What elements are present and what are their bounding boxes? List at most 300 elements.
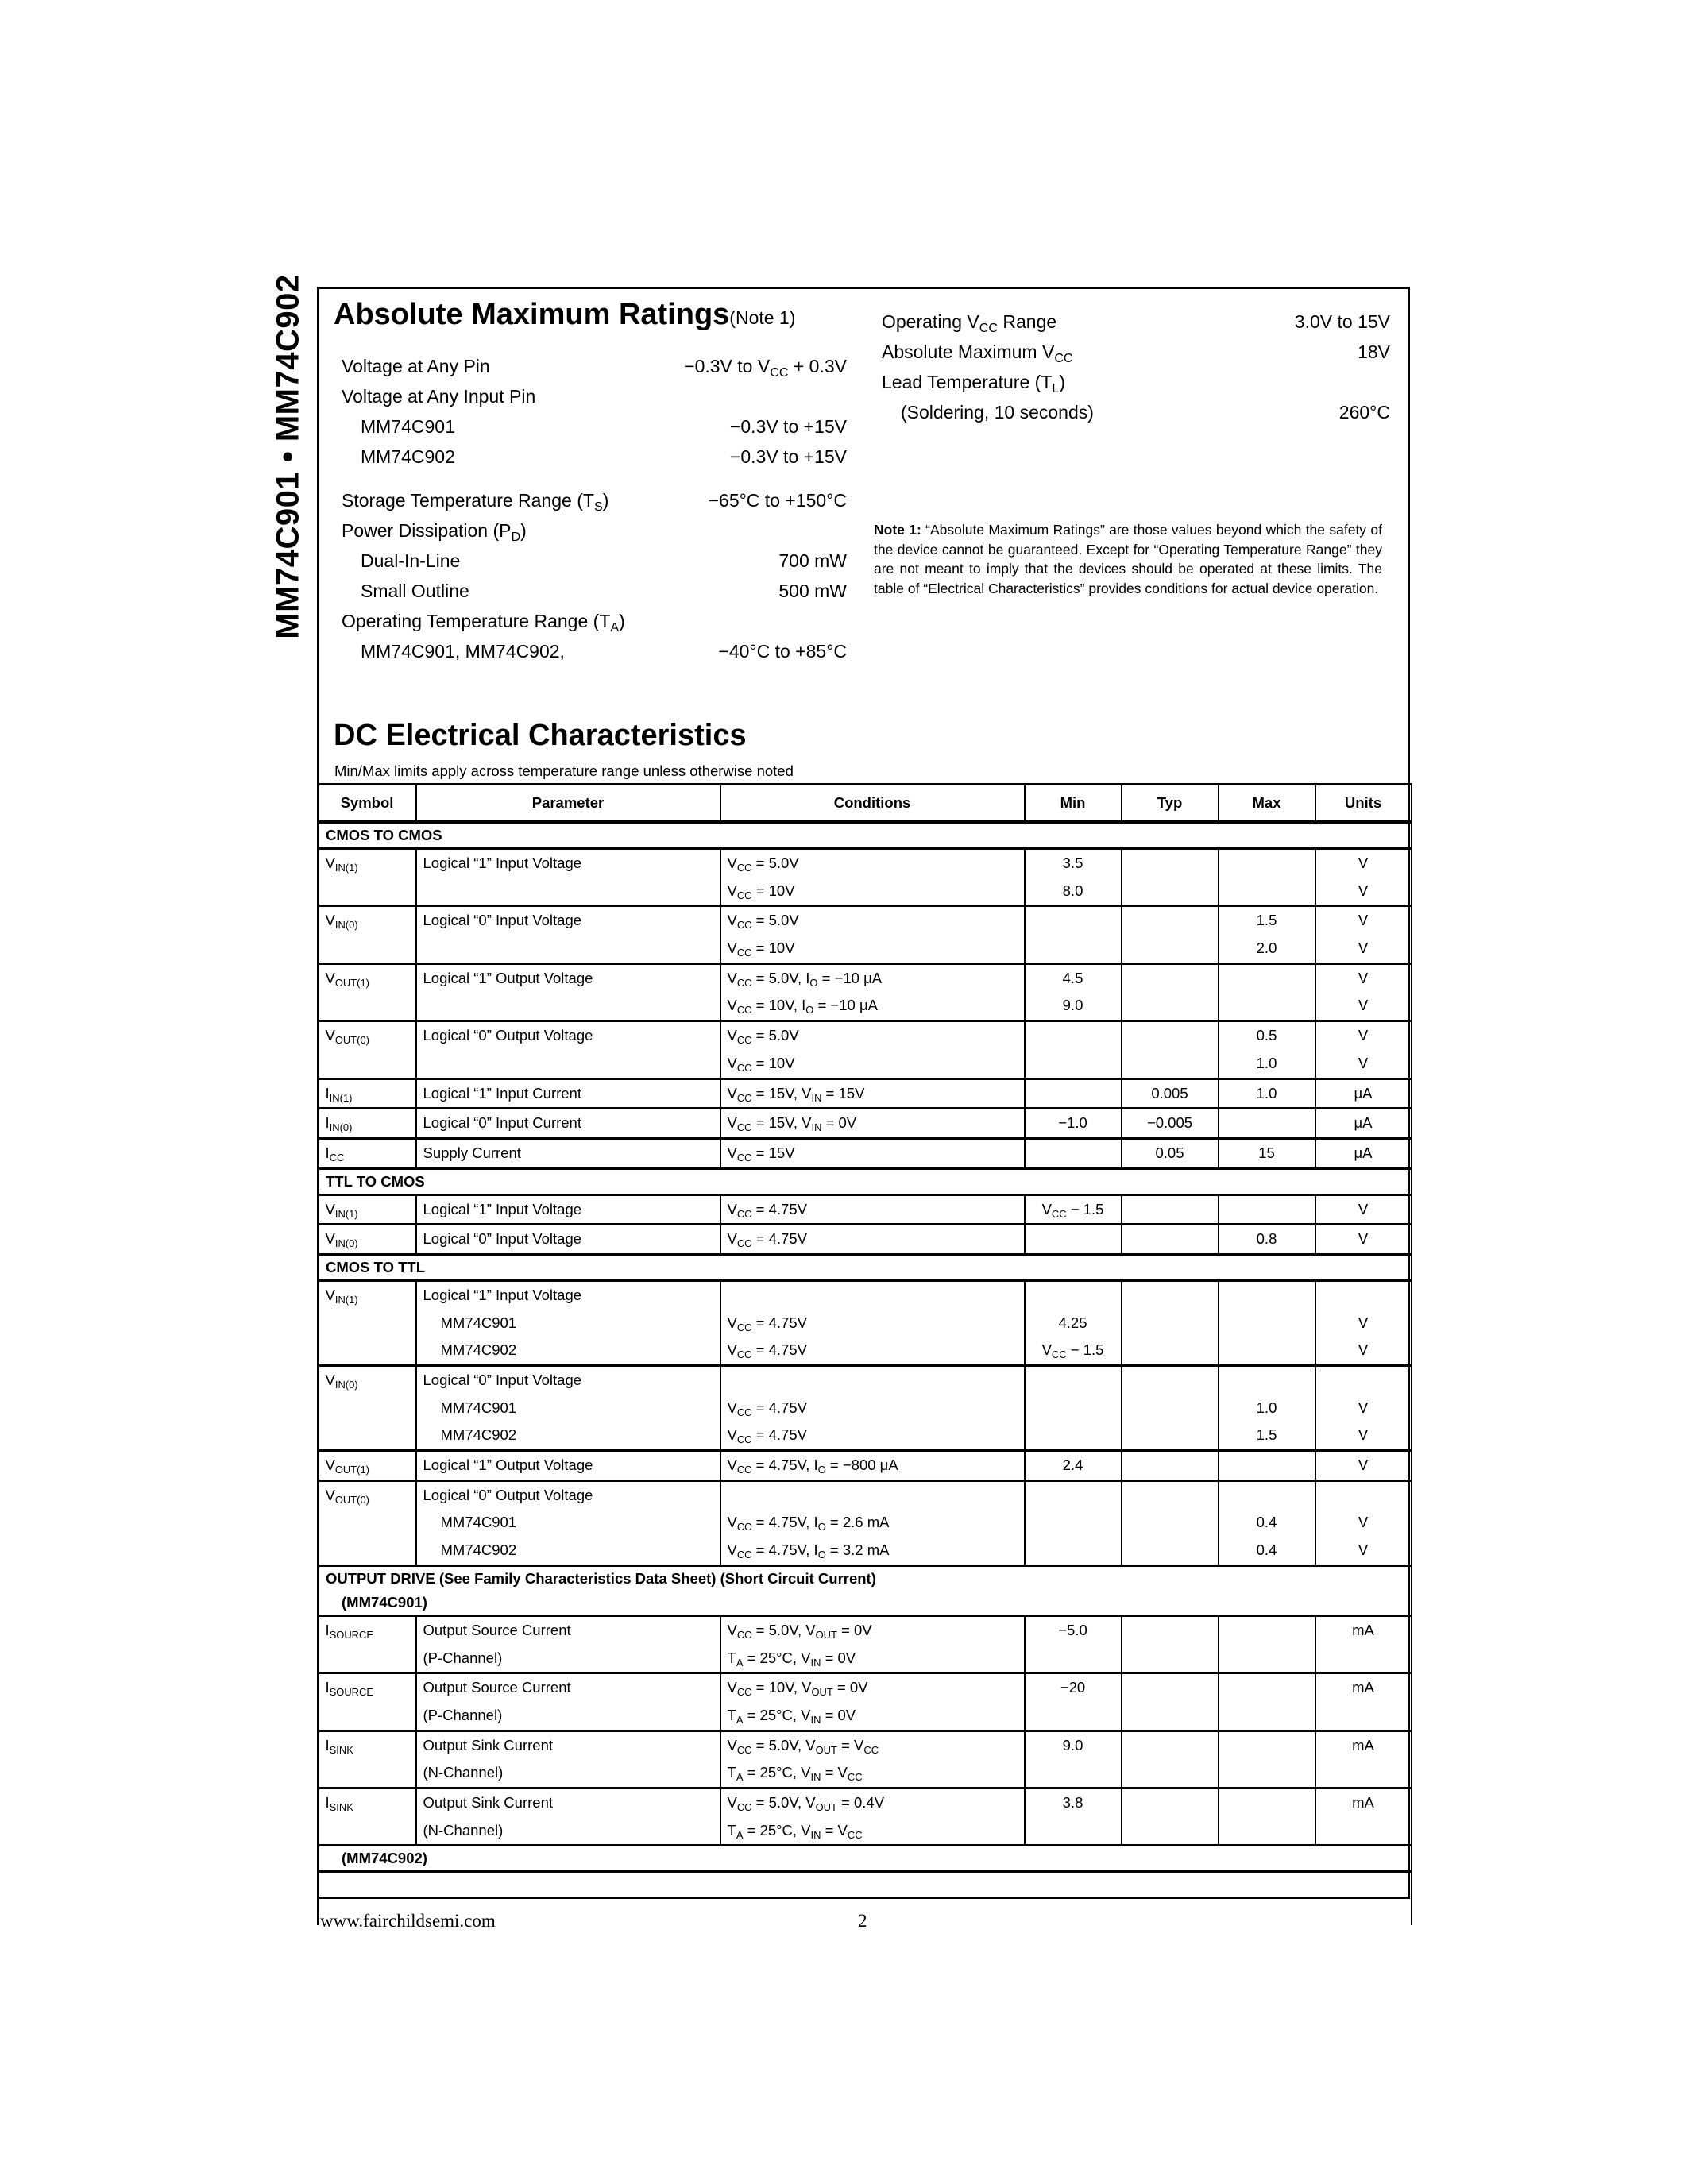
parameter-line: (N-Channel) [423,1821,504,1839]
units-cell [1315,1109,1412,1139]
section-title: CMOS TO TTL [319,1254,1412,1280]
symbol-subscript: OUT(0) [334,1493,369,1506]
max-value: 0.8 [1256,1230,1277,1248]
rating-value: −0.3V to +15V [729,446,847,467]
rating-value: 700 mW [778,550,847,571]
max-value [1226,1674,1308,1702]
symbol-subscript: IN(1) [334,861,358,874]
parameter-cell [416,1021,720,1078]
typ-value [1129,992,1211,1020]
typ-value [1129,1225,1211,1253]
symbol: $V_{IN(0)}$ [325,1230,358,1250]
symbol-subscript: OUT(1) [334,1463,369,1476]
parameter-line: MM74C901 [440,1399,517,1416]
max-value: 0.4 [1256,1542,1277,1559]
units-cell [1315,849,1412,906]
side-part-number-title: MM74C901 • MM74C902 [270,274,306,639]
units-value: μA [1354,1114,1373,1132]
cond-cell [720,1194,1025,1225]
note-1: Note 1: “Absolute Maximum Ratings” are those values beyond which the safety of the device cannot be guaranteed. Except for “Operating Temperature Range” they are not meant to imply that the devices should be operated at these limits. The table of “Electrical Characteristics” provides conditions for actual device operation. [874,522,1382,596]
column-header-units: Units [1315,785,1412,823]
units-cell [1315,1731,1412,1788]
max-value: 1.0 [1256,1399,1277,1416]
parameter-cell [416,1451,720,1481]
rating-label: Operating $V_{CC}$ Range [882,311,1057,335]
column-header-parameter: Parameter [416,785,720,823]
units-cell [1315,1225,1412,1255]
max-value: 1.0 [1256,1084,1277,1102]
rating-row [342,381,847,411]
cond-value: $V_{CC} = 4.75V$, $I_O = -800$ μA [727,1457,898,1476]
cond-value: $V_{CC} = 5.0V$ [727,855,799,874]
cond-value: $V_{CC} = 10V$ [727,1054,795,1074]
cond-value [728,1482,1018,1510]
min-cell [1025,1788,1122,1845]
min-value: $V_{CC} - 1.5$ [1041,1200,1104,1220]
typ-value [1129,1702,1211,1730]
typ-value [1129,907,1211,935]
table-row [319,1225,1412,1255]
max-cell [1219,1366,1315,1451]
dc-characteristics-title: DC Electrical Characteristics [334,719,747,752]
min-cell [1025,849,1122,906]
parameter-line: Logical “0” Output Voltage [423,1486,593,1503]
cond-value: $V_{CC} = 15V$, $V_{IN} = 15V$ [727,1084,865,1104]
units-cell [1315,1194,1412,1225]
min-cell [1025,1451,1122,1481]
parameter-line: Logical “1” Input Voltage [423,1200,582,1217]
min-value: −1.0 [1058,1114,1087,1132]
min-cell [1025,1615,1122,1673]
rating-row [342,636,847,666]
min-value [1032,1817,1114,1845]
parameter-line: Logical “0” Input Voltage [423,912,582,929]
rating-value: 3.0V to 15V [1294,311,1390,332]
min-cell [1025,1731,1122,1788]
units-value: mA [1352,1793,1374,1811]
symbol-subscript: OUT(1) [334,976,369,989]
parameter-cell [416,1673,720,1731]
cond-value: $V_{CC} = 10V$, $V_{OUT} = 0V$ [727,1679,868,1699]
rating-label: Storage Temperature Range $(T_S)$ [342,489,609,514]
symbol-subscript: SINK [329,1743,353,1756]
parameter-line: MM74C902 [440,1341,517,1359]
section-header-row [319,1168,1412,1194]
ratings-right-column [882,307,1390,427]
table-row [319,1194,1412,1225]
note-reference[interactable]: (Note 1) [729,307,796,328]
rating-label: Power Dissipation $(P_D)$ [342,519,527,544]
typ-cell [1122,1366,1219,1451]
table-row [319,1138,1412,1168]
parameter-cell [416,849,720,906]
section-subtitle: (MM74C902) [319,1846,1412,1872]
table-row [319,1280,1412,1365]
min-cell [1025,1021,1122,1078]
rating-value: 500 mW [778,580,847,601]
rating-row [342,485,847,515]
section-header-row [319,822,1412,849]
min-cell [1025,906,1122,963]
parameter-cell [416,1280,720,1365]
parameter-line: Supply Current [423,1144,521,1161]
units-value: mA [1352,1621,1374,1638]
rating-row [342,515,847,546]
max-cell [1219,1225,1315,1255]
typ-value [1129,1282,1211,1310]
min-cell [1025,963,1122,1021]
min-value [1032,1482,1114,1510]
typ-value [1129,878,1211,905]
max-value [1226,1482,1308,1510]
cond-value: $V_{CC} = 5.0V$ [727,1027,799,1046]
cond-cell [720,849,1025,906]
rating-value: −0.3V to +15V [729,415,847,437]
units-cell [1315,1366,1412,1451]
table-row [319,1615,1412,1673]
typ-value [1129,1645,1211,1673]
min-value: 4.5 [1062,969,1083,986]
rating-label: Voltage at Any Input Pin [342,385,536,407]
rating-label: Voltage at Any Pin [342,355,490,376]
symbol-cell [319,1109,416,1139]
min-value [1032,1225,1114,1253]
column-header-conditions: Conditions [720,785,1025,823]
table-row [319,963,1412,1021]
units-value [1323,1702,1404,1730]
min-cell [1025,1109,1122,1139]
symbol-subscript: IN(1) [334,1207,358,1220]
typ-cell [1122,849,1219,906]
typ-cell [1122,1615,1219,1673]
max-value [1226,1617,1308,1645]
section-header-row [319,1565,1412,1591]
units-value [1323,1482,1404,1510]
min-cell [1025,1194,1122,1225]
max-cell [1219,1451,1315,1481]
section-subheader-row [319,1846,1412,1872]
max-cell [1219,963,1315,1021]
max-value [1226,1732,1308,1760]
rating-row [342,606,847,636]
typ-value [1129,1452,1211,1480]
cond-cell [720,1366,1025,1451]
units-value [1323,1367,1404,1395]
cond-value: $V_{CC} = 4.75V$ [727,1230,807,1250]
section-title: OUTPUT DRIVE (See Family Characteristics Data Sheet) (Short Circuit Current) [319,1565,1412,1591]
table-row [319,906,1412,963]
typ-value [1129,1537,1211,1565]
typ-value [1129,1050,1211,1078]
section-header-row [319,1254,1412,1280]
cond-value: $V_{CC} = 4.75V$ [727,1426,807,1446]
symbol-cell [319,1480,416,1565]
max-value [1226,878,1308,905]
symbol: $V_{OUT(1)}$ [325,1457,369,1476]
rating-row [882,397,1390,427]
min-value [1032,1422,1114,1449]
cond-cell [720,1109,1025,1139]
units-value [1323,1282,1404,1310]
cond-value: $T_A = 25^\circ C$, $V_{IN} = V_{CC}$ [727,1764,863,1784]
rating-row [342,576,847,606]
units-value: V [1358,1054,1369,1071]
max-cell [1219,906,1315,963]
typ-value [1129,1509,1211,1537]
min-value [1032,1022,1114,1050]
min-cell [1025,1366,1122,1451]
cond-cell [720,1138,1025,1168]
typ-value [1129,1367,1211,1395]
max-cell [1219,1109,1315,1139]
units-cell [1315,1788,1412,1845]
min-cell [1025,1225,1122,1255]
typ-cell [1122,1673,1219,1731]
units-value [1323,1817,1404,1845]
parameter-line: Logical “1” Output Voltage [423,969,593,986]
cond-value: $V_{CC} = 5.0V$, $V_{OUT} = 0V$ [727,1621,872,1641]
cond-value: $V_{CC} = 15V$, $V_{IN} = 0V$ [727,1114,857,1134]
max-value: 0.5 [1256,1027,1277,1044]
column-header-typ: Typ [1122,785,1219,823]
symbol: $V_{IN(1)}$ [325,855,358,874]
symbol: $V_{IN(0)}$ [325,1372,358,1391]
dc-characteristics-subtitle: Min/Max limits apply across temperature range unless otherwise noted [334,762,794,779]
cond-cell [720,1078,1025,1109]
symbol: $V_{IN(1)}$ [325,1200,358,1220]
units-value: V [1358,912,1369,929]
column-header-symbol: Symbol [319,785,416,823]
typ-cell [1122,963,1219,1021]
max-value: 0.4 [1256,1514,1277,1531]
max-cell [1219,1731,1315,1788]
units-value: V [1358,969,1369,986]
symbol: $V_{IN(1)}$ [325,1286,358,1306]
typ-value [1129,850,1211,878]
symbol-subscript: IN(0) [329,1121,353,1134]
footer-website-link[interactable]: www.fairchildsemi.com [320,1911,496,1931]
table-row [319,1109,1412,1139]
max-value [1226,1310,1308,1337]
typ-value: 0.005 [1151,1084,1188,1102]
rating-value: 18V [1358,341,1390,362]
cond-value: $V_{CC} = 4.75V$, $I_O = 3.2$ mA [727,1542,890,1561]
typ-value [1129,1817,1211,1845]
symbol-cell [319,1078,416,1109]
min-value [1032,907,1114,935]
cond-cell [720,1731,1025,1788]
units-cell [1315,906,1412,963]
symbol: $I_{SINK}$ [325,1793,353,1813]
min-value: 3.5 [1062,855,1083,871]
parameter-line: MM74C901 [440,1514,517,1531]
dc-characteristics-table [317,783,1412,1925]
parameter-cell [416,1366,720,1451]
rating-label: Small Outline [361,580,469,601]
symbol-subscript: IN(1) [334,1293,358,1306]
parameter-line: MM74C902 [440,1542,517,1559]
cond-cell [720,906,1025,963]
table-row [319,1021,1412,1078]
symbol-subscript: SINK [329,1800,353,1813]
parameter-cell [416,1788,720,1845]
page-number: 2 [858,1911,867,1931]
max-value: 1.0 [1256,1054,1277,1071]
symbol-subscript: CC [329,1151,345,1163]
units-cell [1315,1280,1412,1365]
typ-value [1129,935,1211,963]
absolute-maximum-ratings-title: Absolute Maximum Ratings(Note 1) [334,298,796,331]
symbol-cell [319,963,416,1021]
units-value: V [1358,1314,1369,1331]
symbol: $I_{SINK}$ [325,1736,353,1756]
max-value [1226,1759,1308,1787]
max-cell [1219,1788,1315,1845]
units-cell [1315,1673,1412,1731]
parameter-line: Logical “1” Input Current [423,1084,581,1102]
parameter-line: Logical “1” Output Voltage [423,1457,593,1474]
parameter-line: Logical “1” Input Voltage [423,855,582,871]
max-cell [1219,1615,1315,1673]
table-row [319,1673,1412,1731]
units-cell [1315,963,1412,1021]
table-row [319,849,1412,906]
cond-value: $V_{CC} = 5.0V$ [727,912,799,932]
min-value: 9.0 [1062,1736,1083,1754]
cond-value: $V_{CC} = 4.75V$ [727,1341,807,1361]
typ-value [1129,965,1211,993]
parameter-cell [416,1731,720,1788]
max-value [1226,1109,1308,1137]
symbol-cell [319,849,416,906]
parameter-cell [416,1225,720,1255]
parameter-line: Logical “0” Output Voltage [423,1027,593,1044]
cond-value: $T_A = 25^\circ C$, $V_{IN} = 0V$ [727,1706,856,1726]
units-cell [1315,1615,1412,1673]
symbol-cell [319,1366,416,1451]
units-value: V [1358,1027,1369,1044]
rating-row [882,307,1390,337]
cond-value: $V_{CC} = 5.0V$, $I_O = -10$ μA [727,969,883,989]
min-value: 3.8 [1062,1793,1083,1811]
rating-label: MM74C901 [361,415,455,437]
symbol-subscript: IN(0) [334,1378,358,1391]
max-cell [1219,849,1315,906]
parameter-cell [416,1109,720,1139]
symbol-cell [319,1451,416,1481]
cond-value [728,1367,1018,1395]
typ-value [1129,1482,1211,1510]
cond-cell [720,1451,1025,1481]
symbol-subscript: SOURCE [329,1686,373,1699]
section-title: TTL TO CMOS [319,1168,1412,1194]
max-value [1226,1817,1308,1845]
rating-label: Absolute Maximum $V_{CC}$ [882,341,1073,365]
min-value [1032,1759,1114,1787]
typ-value [1129,1674,1211,1702]
parameter-cell [416,1480,720,1565]
cond-cell [720,1021,1025,1078]
cond-cell [720,1225,1025,1255]
rating-label: Lead Temperature $(T_L)$ [882,371,1065,396]
min-value [1032,1645,1114,1673]
symbol-subscript: OUT(0) [334,1034,369,1046]
rating-label: (Soldering, 10 seconds) [901,401,1094,423]
typ-cell [1122,1194,1219,1225]
symbol: $I_{IN(0)}$ [325,1114,353,1134]
symbol-cell [319,1280,416,1365]
parameter-line: (P-Channel) [423,1706,503,1723]
units-value [1323,1759,1404,1787]
rating-value: −65°C to +150°C [708,489,847,511]
typ-value [1129,1395,1211,1422]
units-cell [1315,1138,1412,1168]
units-cell [1315,1480,1412,1565]
cond-value [728,1282,1018,1310]
cond-value: $V_{CC} = 5.0V$, $V_{OUT} = 0.4V$ [727,1793,885,1813]
units-value: V [1358,1200,1369,1217]
typ-cell [1122,906,1219,963]
units-value: V [1358,997,1369,1014]
typ-value [1129,1732,1211,1760]
parameter-cell [416,963,720,1021]
parameter-line: MM74C902 [440,1426,517,1444]
cond-value: $V_{CC} = 15V$ [727,1144,795,1163]
cond-value: $V_{CC} = 5.0V$, $V_{OUT} = V_{CC}$ [727,1736,879,1756]
table-row [319,1731,1412,1788]
table-row [319,1480,1412,1565]
min-value [1032,1537,1114,1565]
parameter-line: Logical “1” Input Voltage [423,1286,582,1303]
parameter-line: Output Source Current [423,1621,571,1638]
min-value [1032,1080,1114,1108]
typ-cell [1122,1451,1219,1481]
max-cell [1219,1138,1315,1168]
units-cell [1315,1451,1412,1481]
rating-label: MM74C902 [361,446,455,467]
parameter-line: Logical “0” Input Voltage [423,1230,582,1248]
symbol: $V_{OUT(0)}$ [325,1027,369,1046]
units-cell [1315,1021,1412,1078]
symbol-cell [319,1138,416,1168]
typ-value: −0.005 [1146,1114,1193,1132]
units-value: μA [1354,1144,1373,1161]
max-value: 1.5 [1256,1426,1277,1444]
min-cell [1025,1138,1122,1168]
rating-label: Operating Temperature Range $(T_A)$ [342,610,625,635]
min-cell [1025,1673,1122,1731]
parameter-cell [416,1194,720,1225]
section-subtitle: (MM74C901) [319,1591,1412,1616]
parameter-cell [416,906,720,963]
min-value: 2.4 [1062,1457,1083,1474]
typ-cell [1122,1021,1219,1078]
rating-label: Dual-In-Line [361,550,461,571]
min-value [1032,1509,1114,1537]
cond-value: $V_{CC} = 10V$ [727,940,795,959]
symbol-cell [319,1194,416,1225]
typ-value [1129,1310,1211,1337]
units-value [1323,1645,1404,1673]
min-value: 9.0 [1062,997,1083,1014]
typ-value [1129,1022,1211,1050]
max-cell [1219,1021,1315,1078]
cond-cell [720,1788,1025,1845]
min-cell [1025,1480,1122,1565]
parameter-line: Output Source Current [423,1679,571,1696]
min-value [1032,1367,1114,1395]
typ-value [1129,1422,1211,1449]
